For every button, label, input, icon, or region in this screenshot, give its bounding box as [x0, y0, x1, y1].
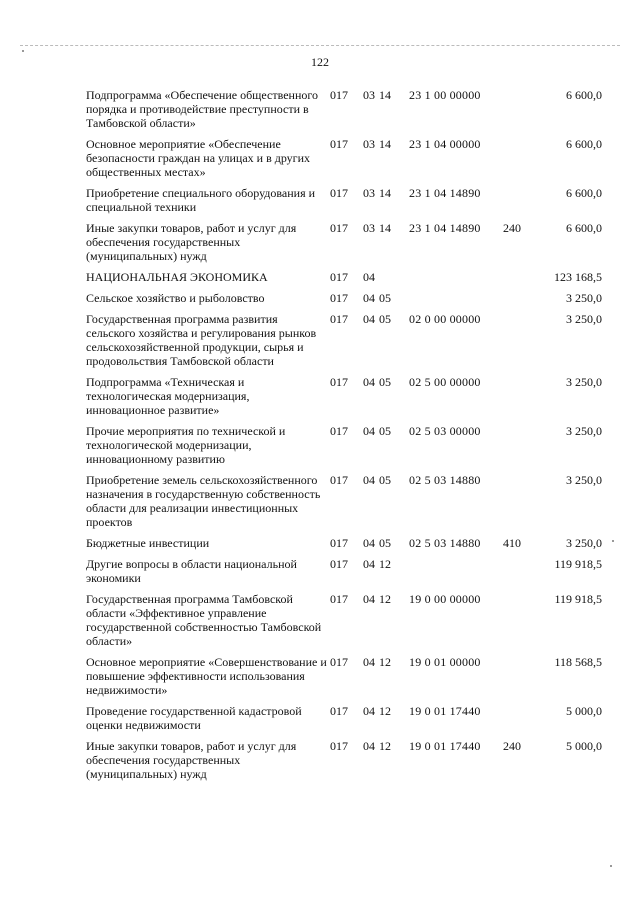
row-grbs: 017 [330, 739, 348, 753]
row-expense-type [503, 270, 533, 291]
row-subsection: 05 [379, 473, 391, 487]
row-subsection: 14 [379, 221, 391, 235]
row-expense-type [503, 592, 533, 655]
row-subsection: 05 [379, 291, 391, 305]
row-name: Сельское хозяйство и рыболовство [86, 291, 265, 305]
row-amount: 3 250,0 [566, 291, 602, 305]
row-subsection: 12 [379, 739, 391, 753]
row-subsection: 12 [379, 557, 391, 571]
row-grbs: 017 [330, 137, 348, 151]
row-section: 03 [363, 137, 375, 151]
row-section: 03 [363, 88, 375, 102]
row-target-article [409, 270, 503, 291]
row-subsection: 14 [379, 137, 391, 151]
row-amount: 6 600,0 [566, 221, 602, 235]
row-amount: 3 250,0 [566, 375, 602, 389]
row-target-article [409, 291, 503, 312]
row-expense-type: 240 [503, 739, 521, 753]
row-name: Подпрограмма «Обеспечение общественного порядка и противодействие преступности в Тамбовской области» [86, 88, 319, 130]
row-name: Проведение государственной кадастровой оценки недвижимости [86, 704, 302, 732]
row-name: Подпрограмма «Техническая и технологическая модернизация, инновационное развитие» [86, 375, 250, 417]
row-grbs: 017 [330, 557, 348, 571]
row-grbs: 017 [330, 221, 348, 235]
row-subsection: 14 [379, 186, 391, 200]
row-grbs: 017 [330, 186, 348, 200]
row-amount: 6 600,0 [566, 186, 602, 200]
row-grbs: 017 [330, 312, 348, 326]
row-name: Государственная программа Тамбовской области «Эффективное управление государственной собственностью Тамбовской области» [86, 592, 322, 648]
row-amount: 5 000,0 [566, 704, 602, 718]
table-row [86, 88, 602, 137]
row-expense-type [503, 88, 533, 137]
row-grbs: 017 [330, 424, 348, 438]
row-amount: 118 568,5 [554, 655, 602, 669]
row-subsection: 12 [379, 655, 391, 669]
row-expense-type: 240 [503, 221, 521, 235]
row-amount: 3 250,0 [566, 312, 602, 326]
row-amount: 5 000,0 [566, 739, 602, 753]
top-scan-line [20, 45, 620, 48]
row-subsection: 12 [379, 704, 391, 718]
scan-speck [22, 50, 24, 52]
row-target-article: 19 0 00 00000 [409, 592, 481, 606]
row-amount: 3 250,0 [566, 424, 602, 438]
row-amount: 119 918,5 [554, 557, 602, 571]
row-section: 04 [363, 557, 375, 571]
row-target-article: 23 1 04 00000 [409, 137, 481, 151]
row-name: Государственная программа развития сельского хозяйства и регулирования рынков сельскохозяйственной продукции, сырья и продовольствия Тамбовской области [86, 312, 317, 368]
row-target-article: 02 0 00 00000 [409, 312, 481, 326]
row-expense-type [503, 655, 533, 704]
row-target-article: 02 5 03 00000 [409, 424, 481, 438]
row-section: 04 [363, 375, 375, 389]
table-row [86, 424, 602, 473]
row-name: Бюджетные инвестиции [86, 536, 210, 550]
table-row [86, 473, 602, 536]
row-name: Основное мероприятие «Обеспечение безопасности граждан на улицах и в других общественных местах» [86, 137, 311, 179]
row-name: Другие вопросы в области национальной экономики [86, 557, 297, 585]
row-section: 04 [363, 655, 375, 669]
row-target-article: 23 1 04 14890 [409, 221, 481, 235]
row-subsection [379, 270, 409, 291]
scan-speck [612, 540, 614, 542]
row-grbs: 017 [330, 88, 348, 102]
table-row [86, 704, 602, 739]
row-grbs: 017 [330, 704, 348, 718]
row-grbs: 017 [330, 592, 348, 606]
row-grbs: 017 [330, 473, 348, 487]
row-target-article [409, 557, 503, 592]
row-expense-type: 410 [503, 536, 521, 550]
row-amount: 119 918,5 [554, 592, 602, 606]
row-grbs: 017 [330, 270, 348, 284]
row-amount: 6 600,0 [566, 88, 602, 102]
row-amount: 3 250,0 [566, 536, 602, 550]
table-row [86, 557, 602, 592]
row-expense-type [503, 424, 533, 473]
row-expense-type [503, 137, 533, 186]
row-section: 04 [363, 473, 375, 487]
table-row [86, 655, 602, 704]
row-expense-type [503, 375, 533, 424]
row-subsection: 14 [379, 88, 391, 102]
row-section: 04 [363, 592, 375, 606]
row-name: НАЦИОНАЛЬНАЯ ЭКОНОМИКА [86, 270, 268, 284]
table-body [86, 88, 602, 788]
row-name: Иные закупки товаров, работ и услуг для обеспечения государственных (муниципальных) нужд [86, 221, 297, 263]
row-section: 04 [363, 424, 375, 438]
row-target-article: 02 5 00 00000 [409, 375, 481, 389]
row-expense-type [503, 473, 533, 536]
table-row [86, 221, 602, 270]
row-name: Иные закупки товаров, работ и услуг для обеспечения государственных (муниципальных) нужд [86, 739, 297, 781]
row-section: 04 [363, 312, 375, 326]
table-row [86, 375, 602, 424]
row-grbs: 017 [330, 655, 348, 669]
row-expense-type [503, 186, 533, 221]
row-amount: 6 600,0 [566, 137, 602, 151]
row-subsection: 12 [379, 592, 391, 606]
row-expense-type [503, 312, 533, 375]
row-amount: 3 250,0 [566, 473, 602, 487]
row-expense-type [503, 291, 533, 312]
scan-speck [610, 865, 612, 867]
table-row [86, 186, 602, 221]
row-amount: 123 168,5 [554, 270, 602, 284]
row-subsection: 05 [379, 424, 391, 438]
row-section: 03 [363, 186, 375, 200]
table-row [86, 592, 602, 655]
row-target-article: 19 0 01 17440 [409, 739, 481, 753]
row-target-article: 23 1 04 14890 [409, 186, 481, 200]
page-number: 122 [311, 55, 329, 69]
row-subsection: 05 [379, 312, 391, 326]
table-row [86, 291, 602, 312]
row-subsection: 05 [379, 536, 391, 550]
row-expense-type [503, 704, 533, 739]
row-target-article: 19 0 01 17440 [409, 704, 481, 718]
row-name: Основное мероприятие «Совершенствование и повышение эффективности использования недвижимости» [86, 655, 327, 697]
row-target-article: 02 5 03 14880 [409, 473, 481, 487]
row-grbs: 017 [330, 291, 348, 305]
table-row [86, 270, 602, 291]
row-name: Прочие мероприятия по технической и технологической модернизации, инновационному развитию [86, 424, 286, 466]
row-target-article: 23 1 00 00000 [409, 88, 481, 102]
row-target-article: 19 0 01 00000 [409, 655, 481, 669]
row-section: 04 [363, 291, 375, 305]
table-row [86, 137, 602, 186]
row-section: 04 [363, 270, 375, 284]
row-name: Приобретение земель сельскохозяйственного назначения в государственную собственность области для реализации инвестиционных проектов [86, 473, 321, 529]
table-row [86, 739, 602, 788]
row-name: Приобретение специального оборудования и специальной техники [86, 186, 316, 214]
row-expense-type [503, 557, 533, 592]
row-section: 04 [363, 536, 375, 550]
row-section: 03 [363, 221, 375, 235]
row-target-article: 02 5 03 14880 [409, 536, 481, 550]
table-row [86, 536, 602, 557]
row-section: 04 [363, 739, 375, 753]
row-subsection: 05 [379, 375, 391, 389]
row-grbs: 017 [330, 536, 348, 550]
budget-table [86, 88, 602, 788]
row-section: 04 [363, 704, 375, 718]
table-row [86, 312, 602, 375]
row-grbs: 017 [330, 375, 348, 389]
